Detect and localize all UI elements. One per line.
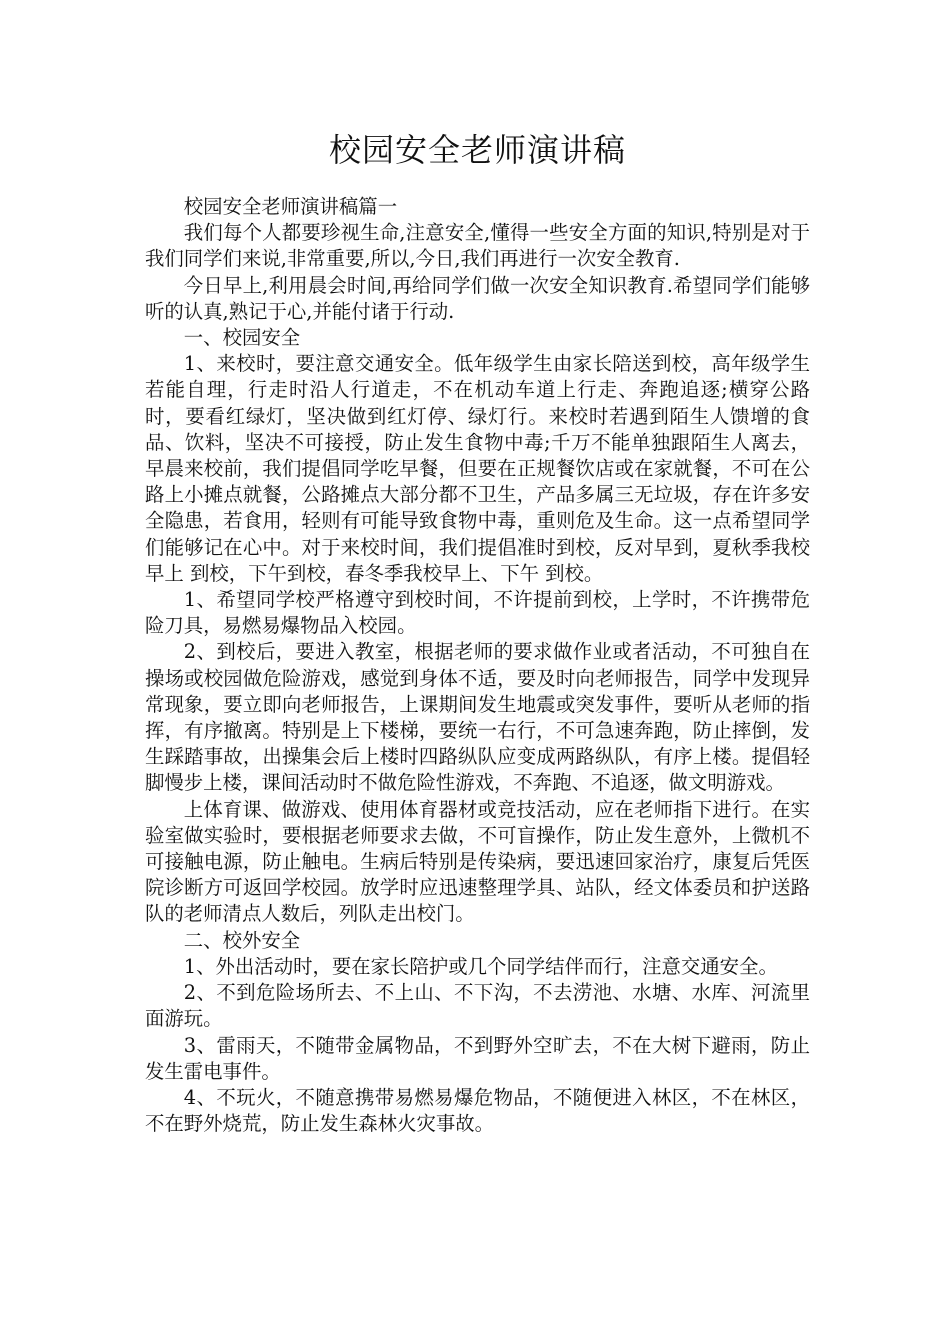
paragraph-outside-3: 3、雷雨天，不随带金属物品，不到野外空旷去，不在大树下避雨，防止发生雷电事件。: [145, 1033, 810, 1083]
paragraph-campus-2: 1、希望同学校严格遵守到校时间，不许提前到校，上学时，不许携带危险刀具，易燃易爆物品入校园。: [145, 588, 810, 638]
paragraph-campus-4: 上体育课、做游戏、使用体育器材或竞技活动，应在老师指下进行。在实验室做实验时，要根据老师要求去做，不可盲操作，防止发生意外，上微机不可接触电源，防止触电。生病后特别是传染病，要迅速回家治疗，康复后凭医院诊断方可返回学校园。放学时应迅速整理学具、站队，经文体委员和护送路队的老师清点人数后，列队走出校门。: [145, 797, 810, 926]
paragraph-campus-3: 2、到校后，要进入教室，根据老师的要求做作业或者活动，不可独自在操场或校园做危险游戏，感觉到身体不适，要及时向老师报告，同学中发现异常现象，要立即向老师报告，上课期间发生地震或突发事件，要听从老师的指挥，有序撤离。特别是上下楼梯，要统一右行，不可急速奔跑，防止摔倒，发生踩踏事故，出操集会后上楼时四路纵队应变成两路纵队，有序上楼。提倡轻脚慢步上楼，课间活动时不做危险性游戏，不奔跑、不追逐，做文明游戏。: [145, 640, 810, 795]
paragraph-campus-1: 1、来校时，要注意交通安全。低年级学生由家长陪送到校，高年级学生若能自理，行走时沿人行道走，不在机动车道上行走、奔跑追逐;横穿公路时，要看红绿灯，坚决做到红灯停、绿灯行。来校时若遇到陌生人馈增的食品、饮料，坚决不可接授，防止发生食物中毒;千万不能单独跟陌生人离去，早晨来校前，我们提倡同学吃早餐，但要在正规餐饮店或在家就餐，不可在公路上小摊点就餐，公路摊点大部分都不卫生，产品多属三无垃圾，存在许多安全隐患，若食用，轻则有可能导致食物中毒，重则危及生命。这一点希望同学们能够记在心中。对于来校时间，我们提倡准时到校，反对早到，夏秋季我校早上 到校，下午到校，春冬季我校早上、下午 到校。: [145, 352, 810, 585]
document-page: [145, 128, 810, 1137]
document-title: 校园安全老师演讲稿: [328, 131, 626, 169]
section-heading-outside: 二、校外安全: [183, 928, 301, 952]
section-heading-campus: 一、校园安全: [183, 326, 301, 350]
paragraph-subtitle: 校园安全老师演讲稿篇一: [183, 195, 398, 218]
paragraph-morning: 今日早上,利用晨会时间,再给同学们做一次安全知识教育.希望同学们能够听的认真,熟记于心,并能付诸于行动.: [145, 273, 810, 323]
paragraph-outside-4: 4、不玩火，不随意携带易燃易爆危物品，不随便进入林区，不在林区，不在野外烧荒，防止发生森林火灾事故。: [145, 1085, 810, 1136]
paragraph-outside-1: 1、外出活动时，要在家长陪护或几个同学结伴而行，注意交通安全。: [183, 954, 778, 978]
paragraph-outside-2: 2、不到危险场所去、不上山、不下沟，不去涝池、水塘、水库、河流里面游玩。: [145, 981, 810, 1031]
paragraph-intro: 我们每个人都要珍视生命,注意安全,懂得一些安全方面的知识,特别是对于我们同学们来说,非常重要,所以,今日,我们再进行一次安全教育.: [145, 221, 810, 271]
